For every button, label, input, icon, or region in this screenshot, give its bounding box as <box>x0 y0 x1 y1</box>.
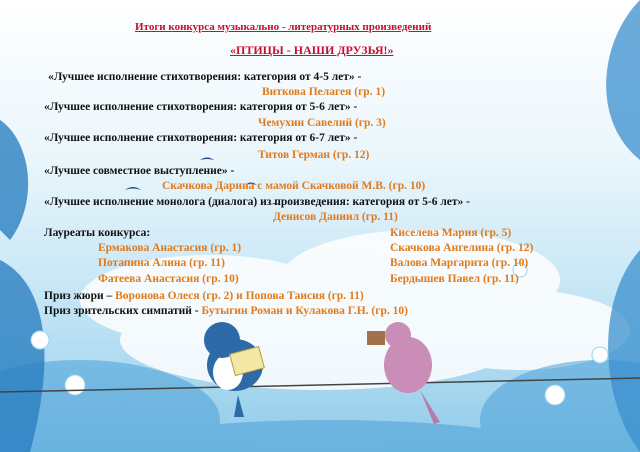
nomination-label-5: «Лучшее исполнение монолога (диалога) из произведения: категория от 5-6 лет» - <box>44 196 470 208</box>
prize-jury <box>44 289 364 303</box>
laureate-right-2: Скачкова Ангелина (гр. 12) <box>390 242 534 254</box>
prize-audience-label: Приз зрительских симпатий - <box>44 305 202 317</box>
prize-audience <box>44 304 408 318</box>
laureate-right-4: Бердышев Павел (гр. 11) <box>390 273 519 285</box>
page-subtitle: «ПТИЦЫ - НАШИ ДРУЗЬЯ!» <box>230 43 394 57</box>
nomination-label-4: «Лучшее совместное выступление» - <box>44 165 235 177</box>
prize-jury-label: Приз жюри – <box>44 290 116 302</box>
laureate-left-2: Потапина Алина (гр. 11) <box>98 257 225 269</box>
laureate-left-1: Ермакова Анастасия (гр. 1) <box>98 242 242 254</box>
prize-audience-winner: Бутыгин Роман и Кулакова Г.Н. (гр. 10) <box>201 305 408 317</box>
nomination-label-3: «Лучшее исполнение стихотворения: категория от 6-7 лет» - <box>44 132 358 144</box>
nomination-winner-4: Скачкова Дарина с мамой Скачковой М.В. (гр. 10) <box>162 180 426 192</box>
prize-jury-winner: Воронова Олеся (гр. 2) и Попова Таисия (гр. 11) <box>115 290 364 302</box>
nomination-winner-1: Витковa Пелагея (гр. 1) <box>262 86 386 98</box>
nomination-label-1: «Лучшее исполнение стихотворения: категория от 4-5 лет» - <box>48 71 362 83</box>
nomination-winner-3: Титов Герман (гр. 12) <box>258 149 370 161</box>
nomination-label-2: «Лучшее исполнение стихотворения: категория от 5-6 лет» - <box>44 101 358 113</box>
nomination-winner-5: Денисов Даниил (гр. 11) <box>273 211 398 223</box>
laureate-right-3: Валова Маргарита (гр. 10) <box>390 257 529 269</box>
laureates-label: Лауреаты конкурса: <box>44 227 151 239</box>
page-title: Итоги конкурса музыкально - литературных произведений <box>135 21 432 33</box>
laureate-right-1: Киселева Мария (гр. 5) <box>390 227 512 239</box>
laureate-left-3: Фатеева Анастасия (гр. 10) <box>98 273 239 285</box>
nomination-winner-2: Чемухин Савелий (гр. 3) <box>258 117 386 129</box>
